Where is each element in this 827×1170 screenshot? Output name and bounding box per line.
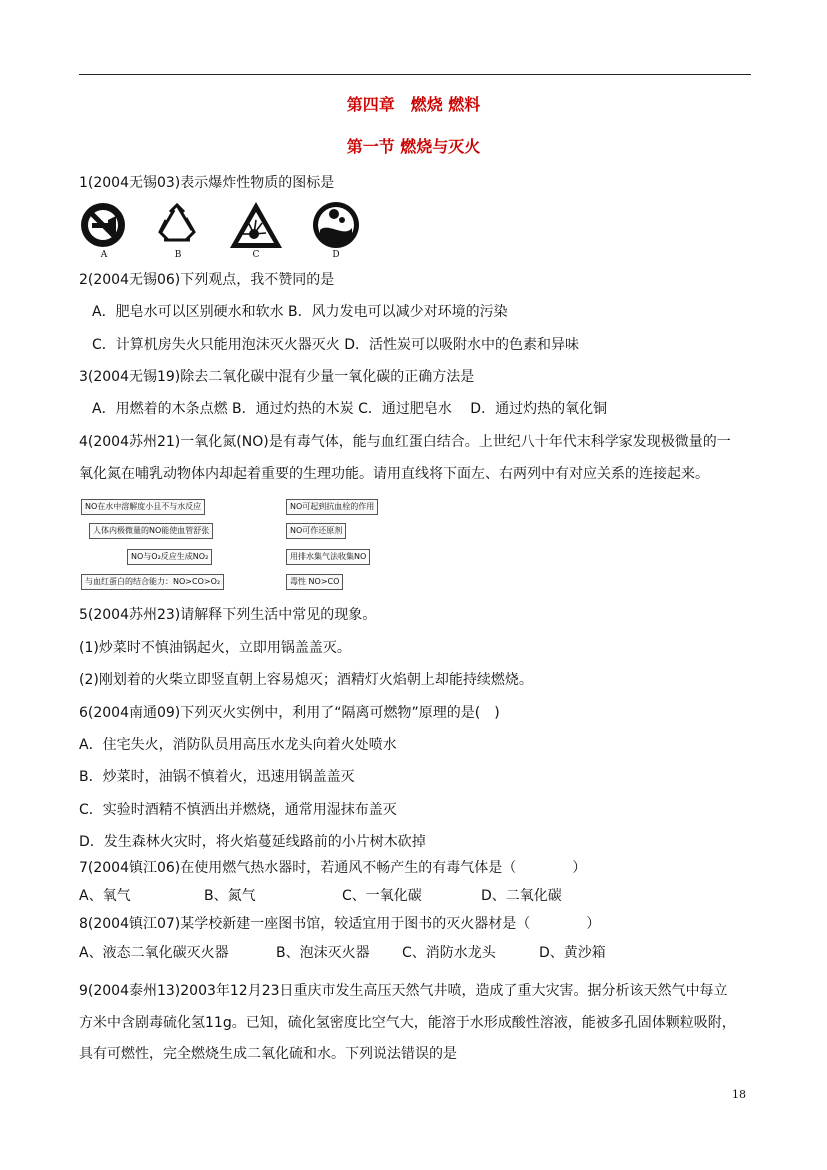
q4-matching-diagram [81,497,381,595]
q8-option-b: B、泡沫灭火器 [276,945,370,961]
header-rule [79,74,751,75]
no-horn-icon [78,200,136,260]
chapter-title: 第四章 燃烧 燃料 [346,95,481,114]
q8-option-c: C、消防水龙头 [402,945,496,961]
q5-part1: (1)炒菜时不慎油锅起火，立即用锅盖盖灭。 [79,640,351,656]
q3-stem: 3(2004无锡19)除去二氧化碳中混有少量一氧化碳的正确方法是 [79,369,475,385]
q1-icon-label-c: C [252,250,260,260]
q7-option-b: B、氮气 [204,888,256,904]
q2-stem: 2(2004无锡06)下列观点，我不赞同的是 [79,272,335,288]
q6-stem: 6(2004南通09)下列灭火实例中，利用了“隔离可燃物”原理的是( ) [79,705,500,721]
q9-line2: 方米中含剧毒硫化氢11g。已知，硫化氢密度比空气大，能溶于水形成酸性溶液，能被多孔固体颗粒吸附， [79,1015,736,1031]
q7-stem: 7(2004镇江06)在使用燃气热水器时，若通风不畅产生的有毒气体是（ ） [79,860,587,876]
q4-left-item: 人体内极微量的NO能使血管舒张 [89,523,213,539]
q8-option-a: A、液态二氧化碳灭火器 [79,945,229,961]
q1-icon-label-d: D [332,250,340,260]
q6-option-c: C．实验时酒精不慎洒出并燃烧，通常用湿抹布盖灭 [79,802,397,818]
q4-right-item: 用排水集气法收集NO [286,549,370,565]
explosive-icon [228,200,286,260]
q9-line3: 具有可燃性，完全燃烧生成二氧化硫和水。下列说法错误的是 [79,1046,457,1062]
q7-option-a: A、氧气 [79,888,131,904]
q5-stem: 5(2004苏州23)请解释下列生活中常见的现象。 [79,607,377,623]
q2-options-line1: A．肥皂水可以区别硬水和软水 B．风力发电可以减少对环境的污染 [92,304,508,320]
q6-option-d: D．发生森林火灾时，将火焰蔓延线路前的小片树木砍掉 [79,834,426,850]
q4-left-item: NO在水中溶解度小且不与水反应 [81,499,205,515]
q1-icon-row [78,200,368,262]
q6-option-b: B．炒菜时，油锅不慎着火，迅速用锅盖盖灭 [79,769,355,785]
q1-icon-label-b: B [174,250,182,260]
q3-options-line: A．用燃着的木条点燃 B．通过灼热的木炭 C．通过肥皂水 D．通过灼热的氧化铜 [92,401,608,417]
q1-stem: 1(2004无锡03)表示爆炸性物质的图标是 [79,175,335,191]
q7-option-c: C、一氧化碳 [342,888,422,904]
q4-right-item: 毒性 NO>CO [286,574,343,590]
water-saving-icon [310,200,368,260]
q2-options-line2: C．计算机房失火只能用泡沫灭火器灭火 D．活性炭可以吸附水中的色素和异味 [92,337,580,353]
q4-left-item: 与血红蛋白的结合能力：NO>CO>O₂ [81,574,224,590]
q5-part2: (2)刚划着的火柴立即竖直朝上容易熄灭；酒精灯火焰朝上却能持续燃烧。 [79,672,533,688]
q9-line1: 9(2004泰州13)2003年12月23日重庆市发生高压天然气井喷，造成了重大灾害。据分析该天然气中每立 [79,983,728,999]
q4-right-item: NO可起到抗血栓的作用 [286,499,378,515]
section-title: 第一节 燃烧与灭火 [346,137,481,156]
q4-stem-line1: 4(2004苏州21)一氧化氮(NO)是有毒气体，能与血红蛋白结合。上世纪八十年代末科学家发现极微量的一 [79,434,731,450]
page-number: 18 [732,1088,746,1101]
q8-option-d: D、黄沙箱 [539,945,606,961]
q4-left-item: NO与O₂反应生成NO₂ [127,549,212,565]
q8-stem: 8(2004镇江07)某学校新建一座图书馆，较适宜用于图书的灭火器材是（ ） [79,916,601,932]
q6-option-a: A．住宅失火，消防队员用高压水龙头向着火处喷水 [79,737,397,753]
q4-stem-line2: 氧化氮在哺乳动物体内却起着重要的生理功能。请用直线将下面左、右两列中有对应关系的连接起来。 [79,466,709,482]
q1-icon-label-a: A [100,250,108,260]
q7-option-d: D、二氧化碳 [481,888,562,904]
recycle-icon [152,200,210,260]
q4-right-item: NO可作还原剂 [286,523,346,539]
